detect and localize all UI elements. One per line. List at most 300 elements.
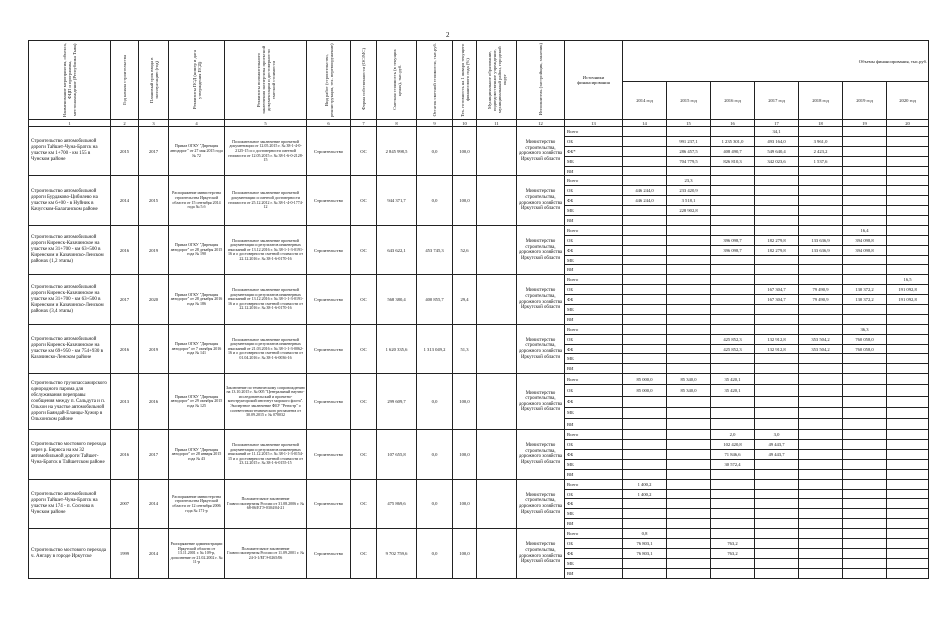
funding-value: 71 846,6: [711, 450, 755, 460]
end-year: 2017: [139, 127, 169, 176]
funding-value: [667, 127, 711, 137]
funding-value: [711, 568, 755, 578]
header-work-kind: Вид работ (строительство, реконструкция, тех. перевооружение): [307, 41, 351, 120]
funding-value: [667, 529, 711, 539]
funding-value: [711, 186, 755, 196]
funding-value: [843, 385, 887, 396]
funding-value: [843, 529, 887, 539]
funding-value: [711, 265, 755, 275]
funding-value: 704 779,5: [667, 156, 711, 166]
funding-value: 130 372,2: [843, 295, 887, 305]
funding-value: [667, 285, 711, 295]
funding-value: 763,2: [711, 539, 755, 549]
customer: Министерство строительства, дорожного хозяйства Иркутской области: [517, 430, 565, 479]
funding-value: [887, 440, 929, 450]
readiness: 51,3: [453, 324, 477, 373]
estimated-cost: 643 622,1: [377, 225, 417, 274]
column-number: 1: [29, 120, 111, 127]
funding-value: [843, 166, 887, 176]
funding-value: [623, 396, 667, 407]
remaining-cost: 0,0: [417, 127, 453, 176]
funding-value: [887, 324, 929, 334]
funding-value: [843, 489, 887, 499]
funding-value: [843, 539, 887, 549]
funding-source: ФБ: [565, 196, 623, 206]
funding-value: [843, 146, 887, 156]
funding-value: 0,8: [623, 529, 667, 539]
customer: Министерство строительства, дорожного хозяйства Иркутской области: [517, 176, 565, 225]
column-number: 6: [307, 120, 351, 127]
funding-value: [843, 354, 887, 364]
funding-value: [623, 354, 667, 364]
funding-value: [623, 509, 667, 519]
funding-value: [843, 206, 887, 216]
end-year: 2017: [139, 430, 169, 479]
funding-value: [667, 407, 711, 418]
funding-value: [887, 396, 929, 407]
funding-value: [843, 430, 887, 440]
funding-value: 49 443,7: [755, 440, 799, 450]
funding-source: ФБ: [565, 548, 623, 558]
investment-table: [28, 40, 929, 579]
table-body: [29, 127, 929, 579]
funding-value: [843, 186, 887, 196]
estimated-cost: 2 845 998,5: [377, 127, 417, 176]
column-number: 19: [843, 120, 887, 127]
ownership: ОС: [351, 225, 377, 274]
funding-value: 1 400,2: [623, 489, 667, 499]
work-kind: Строительство: [307, 430, 351, 479]
project-row: [29, 176, 929, 186]
funding-source: ОБ: [565, 285, 623, 295]
end-year: 2019: [139, 225, 169, 274]
funding-value: 167 304,7: [755, 285, 799, 295]
ownership: ОС: [351, 430, 377, 479]
column-number: 10: [453, 120, 477, 127]
funding-value: [711, 519, 755, 529]
funding-source: Всего: [565, 430, 623, 440]
funding-value: [887, 305, 929, 315]
project-name: Строительство автомобильной дороги Тайшет-Чуна-Братск на участке км 1+700 - км 155 в Чунском районе: [29, 127, 111, 176]
funding-value: [843, 499, 887, 509]
funding-value: [843, 568, 887, 578]
funding-value: [755, 548, 799, 558]
column-number: 13: [565, 120, 623, 127]
funding-value: [667, 344, 711, 354]
funding-value: [799, 275, 843, 285]
column-number: 3: [139, 120, 169, 127]
funding-source: МБ: [565, 305, 623, 315]
funding-value: [887, 344, 929, 354]
funding-value: [711, 206, 755, 216]
municipality: [477, 127, 517, 176]
funding-value: [667, 539, 711, 549]
customer: Министерство строительства, дорожного хозяйства Иркутской области: [517, 374, 565, 430]
funding-value: [755, 186, 799, 196]
funding-value: [755, 314, 799, 324]
funding-source: ОБ: [565, 186, 623, 196]
funding-value: [887, 206, 929, 216]
ownership: ОС: [351, 529, 377, 579]
funding-value: [887, 539, 929, 549]
funding-value: [623, 419, 667, 430]
funding-value: [843, 265, 887, 275]
funding-value: [667, 275, 711, 285]
funding-value: [887, 186, 929, 196]
end-year: 2015: [139, 176, 169, 225]
funding-value: [667, 440, 711, 450]
funding-value: [755, 385, 799, 396]
project-name: Строительство автомобильной дороги Киренск-Казачинское на участке км 31+700 - км 63+500 в Киренском и Казачинско-Ленском районах (1,2 этапы): [29, 225, 111, 274]
funding-value: [843, 469, 887, 479]
funding-value: [667, 225, 711, 235]
funding-value: [755, 407, 799, 418]
funding-value: [843, 479, 887, 489]
work-kind: Строительство: [307, 324, 351, 373]
funding-value: 85 000,0: [623, 385, 667, 396]
funding-value: [843, 136, 887, 146]
funding-value: [623, 127, 667, 137]
funding-value: 34,1: [755, 127, 799, 137]
funding-value: [755, 489, 799, 499]
funding-source: ФБ*: [565, 146, 623, 156]
column-number: 20: [887, 120, 929, 127]
funding-source: Всего: [565, 324, 623, 334]
expertise-details: Положительное заключение Главгосэкспертизы России от 11.09.2001 г. № 24-3-1/ЕГЭ-0265/06: [225, 529, 307, 579]
funding-value: [799, 519, 843, 529]
funding-value: [667, 216, 711, 226]
funding-value: [799, 396, 843, 407]
funding-value: [711, 324, 755, 334]
funding-source: ФБ: [565, 295, 623, 305]
funding-value: [711, 176, 755, 186]
funding-value: 35 420,1: [711, 374, 755, 385]
customer: Министерство строительства, дорожного хозяйства Иркутской области: [517, 225, 565, 274]
funding-value: [799, 558, 843, 568]
funding-value: [711, 479, 755, 489]
funding-value: [755, 558, 799, 568]
psd-details: Распоряжение министерства строительства Иркутской области от 12 сентября 2006 года № 171-р: [169, 479, 225, 528]
funding-value: [711, 499, 755, 509]
funding-value: [843, 196, 887, 206]
funding-value: [799, 225, 843, 235]
column-number: 2: [111, 120, 139, 127]
funding-value: [711, 305, 755, 315]
funding-value: [667, 364, 711, 374]
column-number: 14: [623, 120, 667, 127]
start-year: 2014: [111, 176, 139, 225]
funding-value: [887, 385, 929, 396]
expertise-details: Положительное заключение проектной документации и сметной достоверности стоимости от 25.12.2012 г. № 38-1-4-0-1774-12: [225, 176, 307, 225]
project-row: [29, 127, 929, 137]
funding-value: [755, 499, 799, 509]
end-year: 2014: [139, 479, 169, 528]
funding-value: [623, 305, 667, 315]
funding-value: [843, 255, 887, 265]
work-kind: Строительство: [307, 529, 351, 579]
header-psd: Реквизиты ПСД (номер и дата утверждения ПСД): [169, 41, 225, 120]
funding-value: [799, 166, 843, 176]
work-kind: Строительство: [307, 479, 351, 528]
header-financing: Объемы финансирования, тыс.руб.: [623, 41, 929, 82]
expertise-details: Заключение по техническому сопровождению на 13.10.2015 г. № 005 "Центральный научно-исследовательский и проектно-конструкторский институт морского флота". Экспертное заключение ФБУ "Регистр" о соответствии технического регламента от 30.09.2015 г. № 070032: [225, 374, 307, 430]
funding-value: [623, 176, 667, 186]
municipality: [477, 324, 517, 373]
project-row: [29, 430, 929, 440]
funding-value: 396 098,7: [711, 245, 755, 255]
funding-value: 353 504,2: [799, 344, 843, 354]
column-number: 7: [351, 120, 377, 127]
remaining-cost: 400 855,7: [417, 275, 453, 324]
estimated-cost: 107 655,8: [377, 430, 417, 479]
funding-value: [843, 509, 887, 519]
funding-value: [843, 156, 887, 166]
ownership: ОС: [351, 324, 377, 373]
funding-value: [799, 440, 843, 450]
column-number: 4: [169, 120, 225, 127]
funding-value: [667, 469, 711, 479]
funding-value: [667, 314, 711, 324]
funding-value: [667, 430, 711, 440]
funding-source: ОБ: [565, 235, 623, 245]
funding-value: [667, 509, 711, 519]
customer: Министерство строительства, дорожного хозяйства Иркутской области: [517, 275, 565, 324]
funding-value: 133 636,9: [799, 245, 843, 255]
estimated-cost: 299 609,7: [377, 374, 417, 430]
funding-value: [887, 548, 929, 558]
funding-value: 1 400,2: [623, 479, 667, 489]
funding-value: [755, 166, 799, 176]
funding-value: [887, 499, 929, 509]
municipality: [477, 479, 517, 528]
funding-value: 1 537,6: [799, 156, 843, 166]
funding-source: МБ: [565, 459, 623, 469]
funding-value: 130 372,2: [843, 285, 887, 295]
end-year: 2014: [139, 529, 169, 579]
psd-details: Приказ ОГКУ "Дирекция автодорог" от 28 декабря 2016 года № 186: [169, 275, 225, 324]
readiness: 100,0: [453, 127, 477, 176]
project-name: Строительство автомобильной дороги Киренск-Казачинское на участке км 69+950 - км 754+930 в Казачинско-Ленском районе: [29, 324, 111, 373]
funding-value: 446 244,0: [623, 186, 667, 196]
funding-value: 286 457,5: [667, 146, 711, 156]
funding-value: [799, 354, 843, 364]
funding-value: [799, 489, 843, 499]
funding-value: [887, 407, 929, 418]
estimated-cost: 9 702 759,6: [377, 529, 417, 579]
funding-value: [623, 235, 667, 245]
funding-value: [887, 364, 929, 374]
funding-value: [711, 295, 755, 305]
funding-source: МБ: [565, 206, 623, 216]
funding-value: [799, 265, 843, 275]
project-row: [29, 324, 929, 334]
funding-value: 79 490,9: [799, 295, 843, 305]
expertise-details: Положительное заключение проектной документации и результатов инженерных изысканий от 11.12.2015 г. № 38-1-1-3-0154-15 и о достоверности сметной стоимости от 23.12.2015 г. № 38-1-6-0155-15: [225, 430, 307, 479]
funding-value: [887, 469, 929, 479]
funding-value: [887, 196, 929, 206]
funding-value: [843, 216, 887, 226]
funding-value: [623, 216, 667, 226]
funding-value: [623, 558, 667, 568]
funding-value: [799, 186, 843, 196]
funding-value: 76 803,1: [623, 548, 667, 558]
funding-value: [623, 314, 667, 324]
funding-value: 228 902,8: [667, 206, 711, 216]
funding-source: ВИ: [565, 314, 623, 324]
column-number: 5: [225, 120, 307, 127]
funding-value: [755, 419, 799, 430]
municipality: [477, 275, 517, 324]
funding-value: [887, 156, 929, 166]
funding-value: [667, 479, 711, 489]
funding-value: [667, 499, 711, 509]
funding-value: [711, 196, 755, 206]
funding-value: [843, 314, 887, 324]
funding-value: [711, 216, 755, 226]
funding-value: [623, 519, 667, 529]
header-year: 2020 год: [887, 82, 929, 120]
funding-value: 425 852,3: [711, 344, 755, 354]
start-year: 2007: [111, 479, 139, 528]
funding-value: [843, 440, 887, 450]
funding-value: [843, 407, 887, 418]
funding-value: [755, 519, 799, 529]
funding-value: [799, 206, 843, 216]
funding-value: [799, 430, 843, 440]
project-name: Строительство грузопассажирского однородного парома для обслуживания переправы сообщения между п. Сальдута и п. Ольхон на участке автомобильной дороги Баяндай-Еланцы-Хужир в Ольхонском районе: [29, 374, 111, 430]
project-name: Строительство мостового перехода ч. Ангару в городе Иркутске: [29, 529, 111, 579]
funding-value: 23,3: [667, 176, 711, 186]
funding-value: [755, 354, 799, 364]
funding-source: ВИ: [565, 519, 623, 529]
funding-source: ВИ: [565, 265, 623, 275]
funding-value: [887, 450, 929, 460]
customer: Министерство строительства, дорожного хозяйства Иркутской области: [517, 529, 565, 579]
funding-value: [711, 509, 755, 519]
funding-source: ОБ: [565, 440, 623, 450]
funding-value: 182 279,8: [755, 235, 799, 245]
funding-value: [623, 407, 667, 418]
funding-value: [799, 314, 843, 324]
ownership: ОС: [351, 127, 377, 176]
customer: Министерство строительства, дорожного хозяйства Иркутской области: [517, 127, 565, 176]
funding-value: 132 912,8: [755, 344, 799, 354]
funding-value: [623, 255, 667, 265]
funding-value: [711, 354, 755, 364]
funding-value: [667, 354, 711, 364]
expertise-details: Положительное заключение проектной документации и результатов инженерных изысканий от 13.12.2016 г. № 38-1-1-3-0191-16 и о достоверности сметной стоимости от 22.12.2016 г. № 38-1-6-0170-16: [225, 275, 307, 324]
funding-value: [755, 206, 799, 216]
ownership: ОС: [351, 176, 377, 225]
funding-value: [887, 519, 929, 529]
funding-value: 191 092,8: [887, 295, 929, 305]
estimated-cost: 1 620 335,6: [377, 324, 417, 373]
funding-value: [755, 479, 799, 489]
funding-source: Всего: [565, 479, 623, 489]
work-kind: Строительство: [307, 225, 351, 274]
header-readiness: Тех. готовность на 1 января текущего финансового года (%): [453, 41, 477, 120]
funding-source: Всего: [565, 374, 623, 385]
remaining-cost: 0,0: [417, 529, 453, 579]
psd-details: Распоряжение администрации Иркутской области от 13.11.2001 г. № 109-р, дополнение от 21.02.2002 г. № 11-р: [169, 529, 225, 579]
funding-value: 79 490,9: [799, 285, 843, 295]
funding-value: [799, 419, 843, 430]
funding-value: [887, 146, 929, 156]
funding-value: [799, 305, 843, 315]
funding-source: ВИ: [565, 419, 623, 430]
funding-value: [755, 396, 799, 407]
funding-value: [667, 255, 711, 265]
funding-value: [755, 529, 799, 539]
remaining-cost: 0,0: [417, 176, 453, 225]
funding-value: 36,3: [843, 324, 887, 334]
funding-value: [755, 305, 799, 315]
funding-value: [843, 127, 887, 137]
remaining-cost: 1 313 049,2: [417, 324, 453, 373]
funding-source: ФБ: [565, 396, 623, 407]
funding-value: 16,5: [887, 275, 929, 285]
funding-source: Всего: [565, 176, 623, 186]
psd-details: Приказ ОГКУ "Дирекция автодорог" от 7 октября 2016 года № 141: [169, 324, 225, 373]
remaining-cost: 453 745,3: [417, 225, 453, 274]
funding-source: Всего: [565, 275, 623, 285]
start-year: 1999: [111, 529, 139, 579]
funding-source: ВИ: [565, 216, 623, 226]
funding-value: [711, 127, 755, 137]
funding-source: Всего: [565, 529, 623, 539]
funding-source: ОБ: [565, 334, 623, 344]
end-year: 2016: [139, 374, 169, 430]
funding-value: [843, 275, 887, 285]
customer: Министерство строительства, дорожного хозяйства Иркутской области: [517, 324, 565, 373]
header-ownership: Форма собственности (ОС/МС): [351, 41, 377, 120]
project-name: Строительство автомобильной дороги Бурдаково-Цибилево на участке км 6+00 - в Нуйник в Качугском-Балаганском районе: [29, 176, 111, 225]
funding-value: [799, 407, 843, 418]
funding-value: [887, 136, 929, 146]
header-start-year: Год начала строительства: [111, 41, 139, 120]
expertise-details: Положительное заключение проектной документации и результатов инженерных изысканий от 13.12.2016 г. № 38-1-1-3-0191-16 и о достоверности сметной стоимости от 22.12.2016 г. № 38-1-6-0170-16: [225, 225, 307, 274]
funding-value: [711, 225, 755, 235]
start-year: 2016: [111, 324, 139, 373]
funding-value: [843, 396, 887, 407]
project-row: [29, 529, 929, 539]
estimated-cost: 944 371,7: [377, 176, 417, 225]
funding-value: 85 340,0: [667, 374, 711, 385]
funding-value: 182 279,8: [755, 245, 799, 255]
funding-value: [843, 548, 887, 558]
funding-source: ОБ: [565, 385, 623, 396]
funding-value: [843, 419, 887, 430]
funding-value: [711, 314, 755, 324]
funding-value: [623, 136, 667, 146]
funding-value: [755, 324, 799, 334]
funding-value: [667, 568, 711, 578]
funding-value: 35 420,1: [711, 385, 755, 396]
ownership: ОС: [351, 275, 377, 324]
funding-value: [711, 469, 755, 479]
end-year: 2020: [139, 275, 169, 324]
funding-value: 167 304,7: [755, 295, 799, 305]
funding-value: [799, 459, 843, 469]
funding-value: [799, 529, 843, 539]
funding-value: 191 092,8: [887, 285, 929, 295]
funding-value: 394 098,8: [843, 245, 887, 255]
funding-value: [667, 166, 711, 176]
project-name: Строительство автомобильной дороги Киренск-Казачинское на участке км 31+700 - км 63+500 в Киренском и Казачинско-Ленском районах (3,4 этапы): [29, 275, 111, 324]
funding-value: 16,4: [843, 225, 887, 235]
funding-value: [799, 255, 843, 265]
work-kind: Строительство: [307, 176, 351, 225]
